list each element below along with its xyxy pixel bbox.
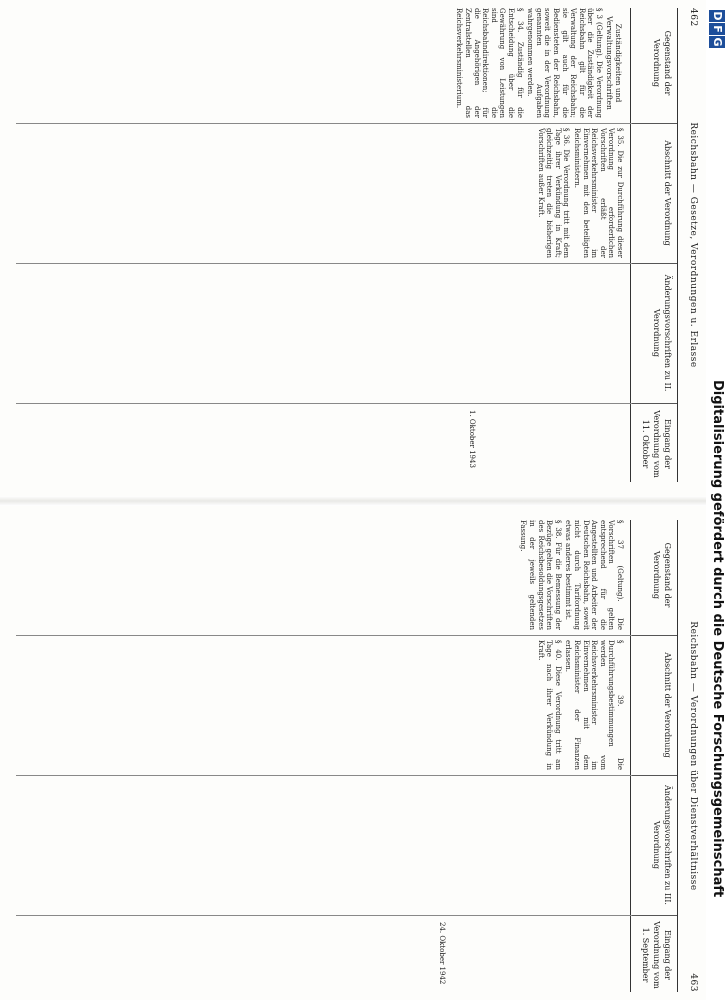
dfg-logo-letter-g: G	[711, 37, 724, 47]
left-paragraph: § 34. Zuständig für die Entscheidung über die Gewährung von Leistungen sind die Reichsbahndirektionen; für die Angehörigen der Zentralstellen das Reichsverkehrsministerium.	[455, 8, 524, 118]
left-text-column-1	[16, 8, 626, 118]
right-col-header-4: Eingang der Verordnung vom 1. September	[641, 921, 672, 989]
left-section-heading: Zuständigkeiten und Verwaltungsvorschriften	[605, 16, 623, 110]
left-column-headers	[630, 8, 678, 482]
left-col-header-2: Abschnitt der Verordnung	[663, 140, 672, 246]
right-page-header	[684, 520, 698, 992]
left-paragraph: § 3 (Geltung). Die Verordnung über die Zuständigkeit der Reichsbahn gilt für die Verwaltung der Reichsbahn; sie gilt auch für die Bediensteten der Reichsbahn, soweit die in der Verordnung genannten Aufgaben wahrgenommen werden.	[526, 8, 603, 118]
right-col-header-3: Änderungsvorschriften zu III. Verordnung	[652, 785, 672, 905]
left-col-header-3: Änderungsvorschriften zu II. Verordnung	[652, 274, 672, 392]
right-page-number: 463	[688, 973, 698, 992]
left-page-header	[684, 8, 698, 482]
dfg-footer	[706, 0, 728, 1000]
book-gutter	[0, 496, 706, 506]
right-col-header-1: Gegenstand der Verordnung	[652, 542, 672, 608]
dfg-logo	[709, 10, 725, 48]
left-running-head: Reichsbahn — Gesetze, Verordnungen u. Erlasse	[688, 122, 698, 368]
right-paragraph: § 40. Diese Verordnung tritt am Tage nach ihrer Verkündung in Kraft.	[536, 640, 562, 770]
left-paragraph: § 35. Die zur Durchführung dieser Verordnung erforderlichen Vorschriften erläßt der Reichsverkehrsminister im Einvernehmen mit den beteiligten Reichsministern.	[573, 128, 624, 258]
right-paragraph: § 38. Für die Bemessung der Bezüge gelten die Vorschriften des Reichsbesoldungsgesetzes in der jeweils geltenden Fassung.	[519, 520, 562, 630]
right-column-headers	[630, 520, 678, 992]
left-page-number: 462	[688, 8, 698, 27]
dfg-logo-letter-f: F	[709, 23, 725, 35]
right-col-header-2: Abschnitt der Verordnung	[663, 652, 672, 758]
dfg-caption: Digitalisierung gefördert durch die Deutsche Forschungsgemeinschaft	[710, 380, 725, 898]
left-col-header-1: Gegenstand der Verordnung	[652, 30, 672, 96]
left-text-column-2	[16, 128, 626, 258]
right-running-head: Reichsbahn — Verordnungen über Dienstverhältnisse	[688, 621, 698, 891]
left-date-entry: 1. Oktober 1943	[468, 410, 476, 468]
dfg-logo-letter-d: D	[711, 11, 724, 21]
right-text-column-2	[16, 640, 626, 770]
left-paragraph: § 36. Die Verordnung tritt mit dem Tage ihrer Verkündung in Kraft; gleichzeitig treten die bisherigen Vorschriften außer Kraft.	[536, 128, 571, 258]
right-text-column-1	[16, 520, 626, 630]
right-date-entry: 24. Oktober 1942	[438, 922, 446, 985]
right-page	[0, 512, 706, 1000]
left-page	[0, 0, 706, 490]
right-paragraph: § 39. Die Durchführungsbestimmungen werden vom Reichsverkehrsminister im Einvernehmen mit dem Reichsminister der Finanzen erlassen.	[564, 640, 624, 770]
left-col-header-4: Eingang der Verordnung vom 11. Oktober	[641, 410, 672, 478]
right-paragraph: § 37 (Geltung). Die Vorschriften gelten entsprechend für die Angestellten und Arbeiter der Deutschen Reichsbahn, soweit nicht durch Tarifordnung etwas anderes bestimmt ist.	[564, 520, 624, 630]
